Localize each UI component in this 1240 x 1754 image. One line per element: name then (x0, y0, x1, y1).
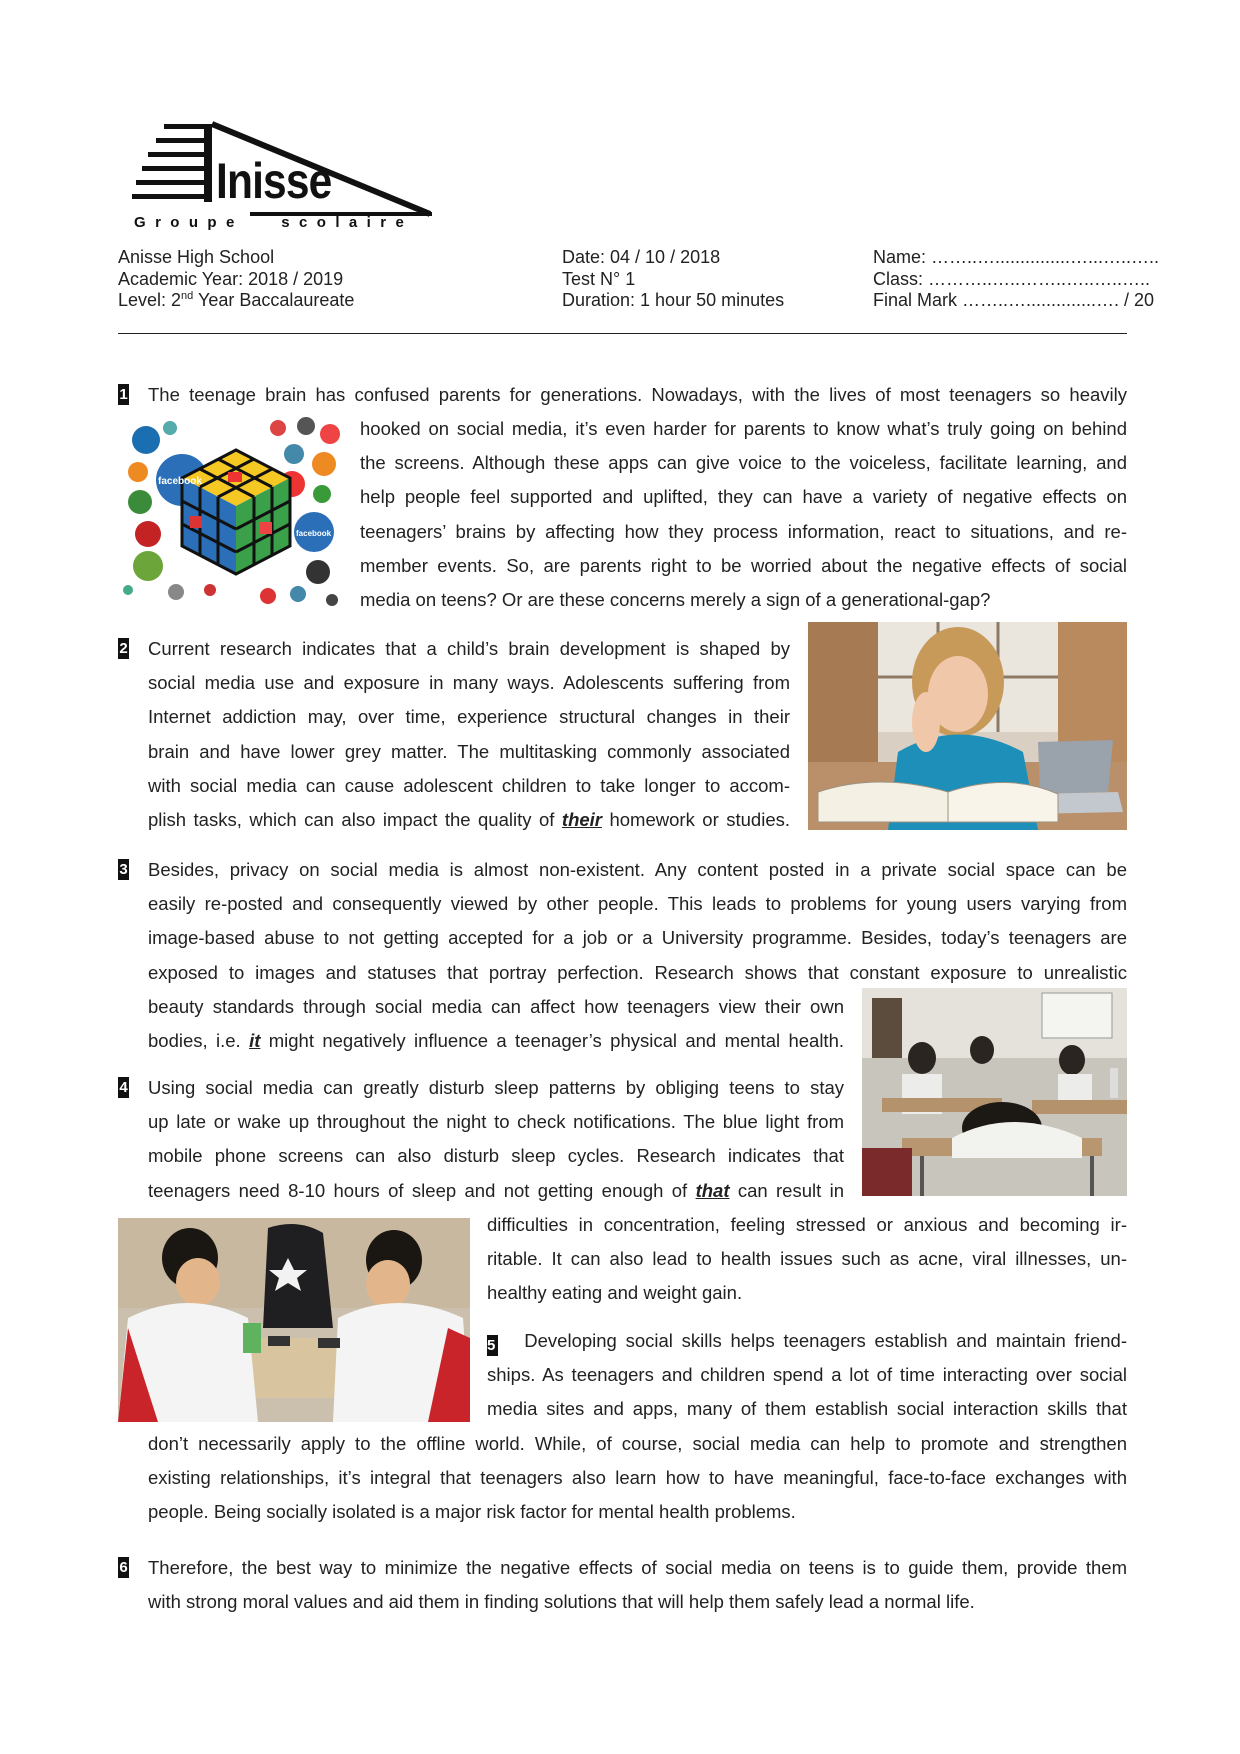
reference-word-that: that (695, 1179, 730, 1201)
paragraph-number-2: 2 (119, 640, 128, 657)
paragraph-5-wrapped: don’t necessarily apply to the offline world. While, of course, social media can help to promote and strengthen existing relationships, it’s integral that teenagers also learn how to have meaningful, face-to-face exchanges with people. Being socially isolated is a major risk factor for mental health problems. (148, 1433, 1127, 1523)
paragraph-3-wrapped: beauty standards through social media can affect how teenagers view their own bodies, i.e. it might negatively influence a teenager’s physical and mental health. (148, 996, 844, 1052)
header-left (118, 247, 354, 312)
svg-text:facebook: facebook (296, 529, 332, 538)
reference-word-it: it (249, 1030, 261, 1052)
school-name: Anisse High School (118, 247, 275, 267)
test-number: Test N° 1 (562, 268, 636, 289)
sleeping-student-photo (862, 988, 1127, 1196)
paragraph-4: Using social media can greatly disturb sleep patterns by obliging teens to stay up late or wake up throughout the night to check notifications. The blue light from mobile phone screens can also disturb sleep cycles. Research indicates that teenagers need 8-10 hours of sleep and not getting enough of that can result in (148, 1077, 845, 1201)
paragraph-number-3: 3 (119, 861, 128, 878)
test-date: Date: 04 / 10 / 2018 (562, 247, 721, 267)
students-with-phones-photo (118, 1218, 470, 1422)
svg-text:Linked: Linked (160, 440, 190, 450)
reference-word-their: their (561, 809, 602, 831)
social-media-cube-image (118, 414, 343, 610)
paragraph-number-1: 1 (119, 386, 128, 403)
paragraph-1-wrapped: hooked on social media, it’s even harder for parents to know what’s truly going on behind the screens. Although these apps can give voice to the voiceless, facilitate learning, and help people feel supported and uplifted, they can have a variety of negative effects on teenagers’ brains by affecting how they process information, react to situations, and re- member events. So, are parents right to be worried about the negative effects of social media on teens? Or are these concerns merely a sign of a generational-gap? (360, 418, 1127, 611)
test-duration: Duration: 1 hour 50 minutes (562, 290, 785, 310)
paragraph-3: Besides, privacy on social media is almost non-existent. Any content posted in a private social space can be easily re-posted and consequently viewed by other people. This leads to problems for young users varying from image-based abuse to not getting accepted for a job or a University programme. Besides, today’s teenagers are exposed to images and statuses that portray perfection. Research shows that constant exposure to unrealistic (148, 859, 1127, 983)
svg-text:facebook: facebook (158, 476, 202, 487)
final-mark-field[interactable]: Final Mark ……..…..............…. / 20 (873, 290, 1155, 310)
paragraph-number-4: 4 (119, 1079, 128, 1096)
header-divider (118, 333, 1127, 334)
academic-year: Academic Year: 2018 / 2019 (118, 268, 344, 289)
paragraph-1: The teenage brain has confused parents for generations. Nowadays, with the lives of most teenagers so heavily (148, 384, 1127, 405)
paragraph-5: 5 Developing social skills helps teenagers establish and maintain friend- ships. As teenagers and children spend a lot of time interacting over social media sites and apps, many of them establish social interaction skills that (487, 1330, 1127, 1420)
paragraph-number-6: 6 (119, 1559, 128, 1576)
paragraph-2: Current research indicates that a child’s brain development is shaped by social media use and exposure in many ways. Adolescents suffering from Internet addiction may, over time, experience structural changes in their brain and have lower grey matter. The multitasking commonly associated with social media can cause adolescent children to take longer to accom- plish tasks, which can also impact the quality of their homework or studies. (148, 638, 790, 831)
header-right (873, 247, 1159, 312)
school-logo (130, 118, 450, 236)
paragraph-4-wrapped: difficulties in concentration, feeling stressed or anxious and becoming ir- ritable. It can also lead to health issues such as acne, viral illnesses, un- healthy eating and weight gain. (487, 1214, 1127, 1304)
class-field[interactable]: Class: ………..…..……..…..…..….. (873, 268, 1151, 289)
paragraph-6: Therefore, the best way to minimize the negative effects of social media on teens is to guide them, provide them with strong moral values and aid them in finding solutions that will help them safely lead a normal life. (148, 1557, 1127, 1613)
logo-name: Inisse (216, 153, 332, 209)
paragraph-number-5: 5 (487, 1335, 498, 1356)
level: Level: 2nd Year Baccalaureate (118, 290, 355, 310)
girl-studying-photo (808, 622, 1127, 830)
name-field[interactable]: Name: ……..…...............…...…..….. (873, 247, 1160, 267)
header-center (562, 247, 784, 312)
logo-subtitle: Groupe scolaire (134, 214, 414, 231)
